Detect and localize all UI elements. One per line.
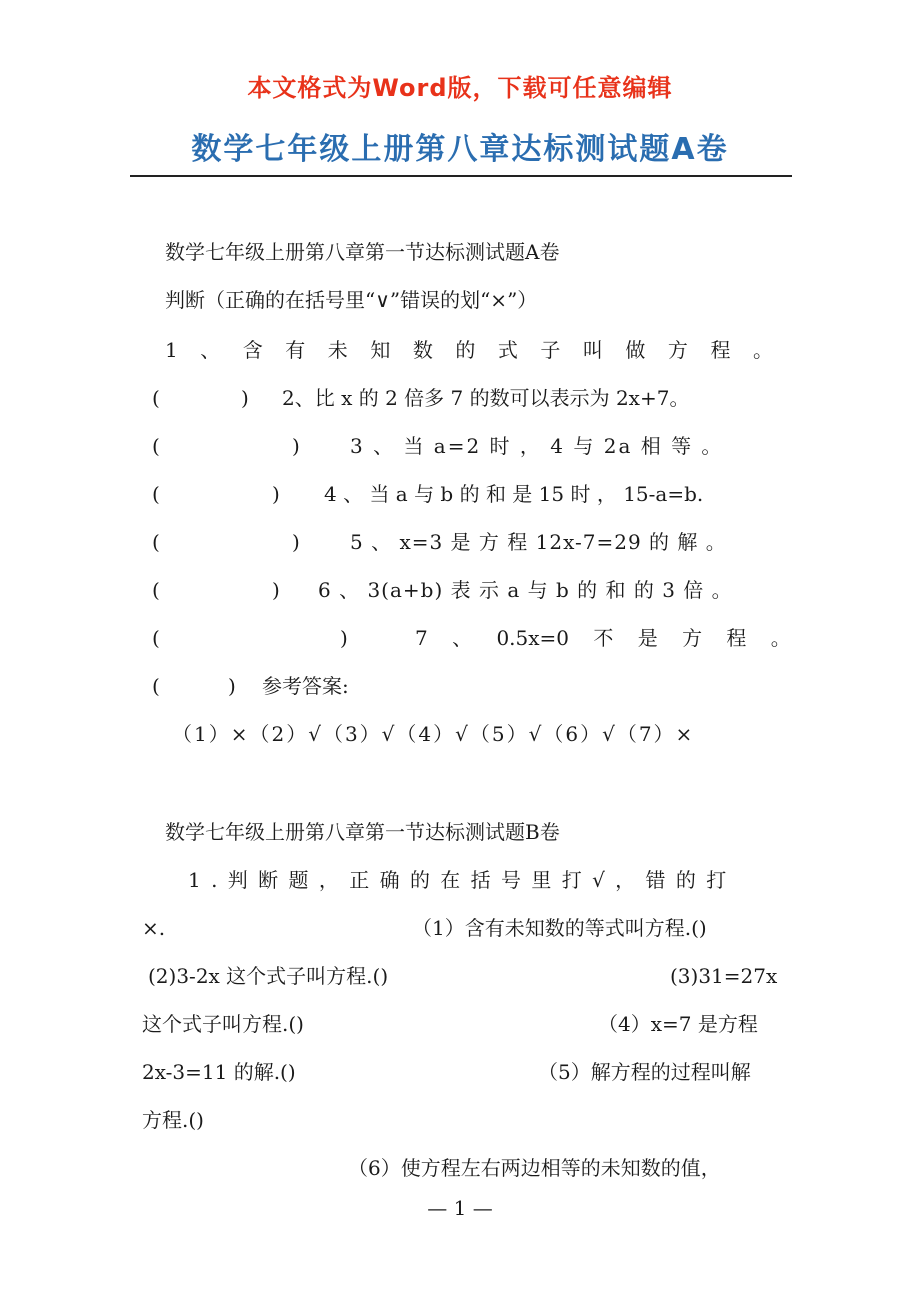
item-3-end: 这个式子叫方程.() — [142, 1012, 304, 1036]
section-b-question-1: 1 . 判 断 题 ， 正 确 的 在 括 号 里 打 √ ， 错 的 打 — [188, 868, 727, 892]
question-2: 2、比 x 的 2 倍多 7 的数可以表示为 2x+7。 — [282, 386, 690, 410]
item-3-start: (3)31=27x — [670, 964, 778, 988]
answer-bracket-open: ( — [152, 626, 160, 650]
item-4-start: （4）x=7 是方程 — [598, 1012, 758, 1036]
question-4: 4 、 当 a 与 b 的 和 是 15 时 ， 15-a=b. — [324, 482, 704, 506]
item-1: （1）含有未知数的等式叫方程.() — [412, 916, 707, 940]
title-divider — [130, 175, 792, 177]
item-2: (2)3-2x 这个式子叫方程.() — [148, 964, 389, 988]
page-title: 数学七年级上册第八章达标测试题A卷 — [191, 132, 729, 167]
answer-bracket-close: ) — [340, 626, 348, 650]
answer-bracket-close: ) — [241, 386, 249, 410]
answers-label: 参考答案: — [262, 674, 349, 698]
item-5-start: （5）解方程的过程叫解 — [538, 1060, 751, 1084]
answers-list: （1）×（2）√（3）√（4）√（5）√（6）√（7）× — [172, 722, 695, 746]
answer-bracket-close: ) — [272, 482, 280, 506]
answer-bracket-close: ) — [272, 578, 280, 602]
section-b-heading: 数学七年级上册第八章第一节达标测试题B卷 — [165, 820, 560, 844]
question-5: 5 、 x=3 是 方 程 12x-7=29 的 解 。 — [350, 530, 727, 554]
format-notice: 本文格式为Word版，下载可任意编辑 — [247, 74, 673, 102]
item-6-start: （6）使方程左右两边相等的未知数的值， — [348, 1156, 721, 1180]
answer-bracket-open: ( — [152, 434, 160, 458]
question-1: 1 、 含 有 未 知 数 的 式 子 叫 做 方 程 。 — [165, 338, 773, 362]
cross-mark-text: ×. — [142, 916, 166, 940]
question-7: 7 、 0.5x=0 不 是 方 程 。 — [415, 626, 791, 650]
answer-bracket-close: ) — [292, 434, 300, 458]
answer-bracket-close: ) — [228, 674, 236, 698]
page-number: — 1 — — [427, 1196, 493, 1220]
question-3: 3 、 当 a=2 时 ， 4 与 2a 相 等 。 — [350, 434, 724, 458]
answer-bracket-open: ( — [152, 578, 160, 602]
answer-bracket-open: ( — [152, 386, 160, 410]
answer-bracket-open: ( — [152, 482, 160, 506]
item-4-end: 2x-3=11 的解.() — [142, 1060, 296, 1084]
answer-bracket-open: ( — [152, 674, 160, 698]
item-5-end: 方程.() — [142, 1108, 204, 1132]
answer-bracket-close: ) — [292, 530, 300, 554]
section-a-heading: 数学七年级上册第八章第一节达标测试题A卷 — [165, 240, 560, 264]
answer-bracket-open: ( — [152, 530, 160, 554]
section-a-instruction: 判断（正确的在括号里“∨”错误的划“×”） — [165, 288, 538, 312]
question-6: 6 、 3(a+b) 表 示 a 与 b 的 和 的 3 倍 。 — [318, 578, 733, 602]
